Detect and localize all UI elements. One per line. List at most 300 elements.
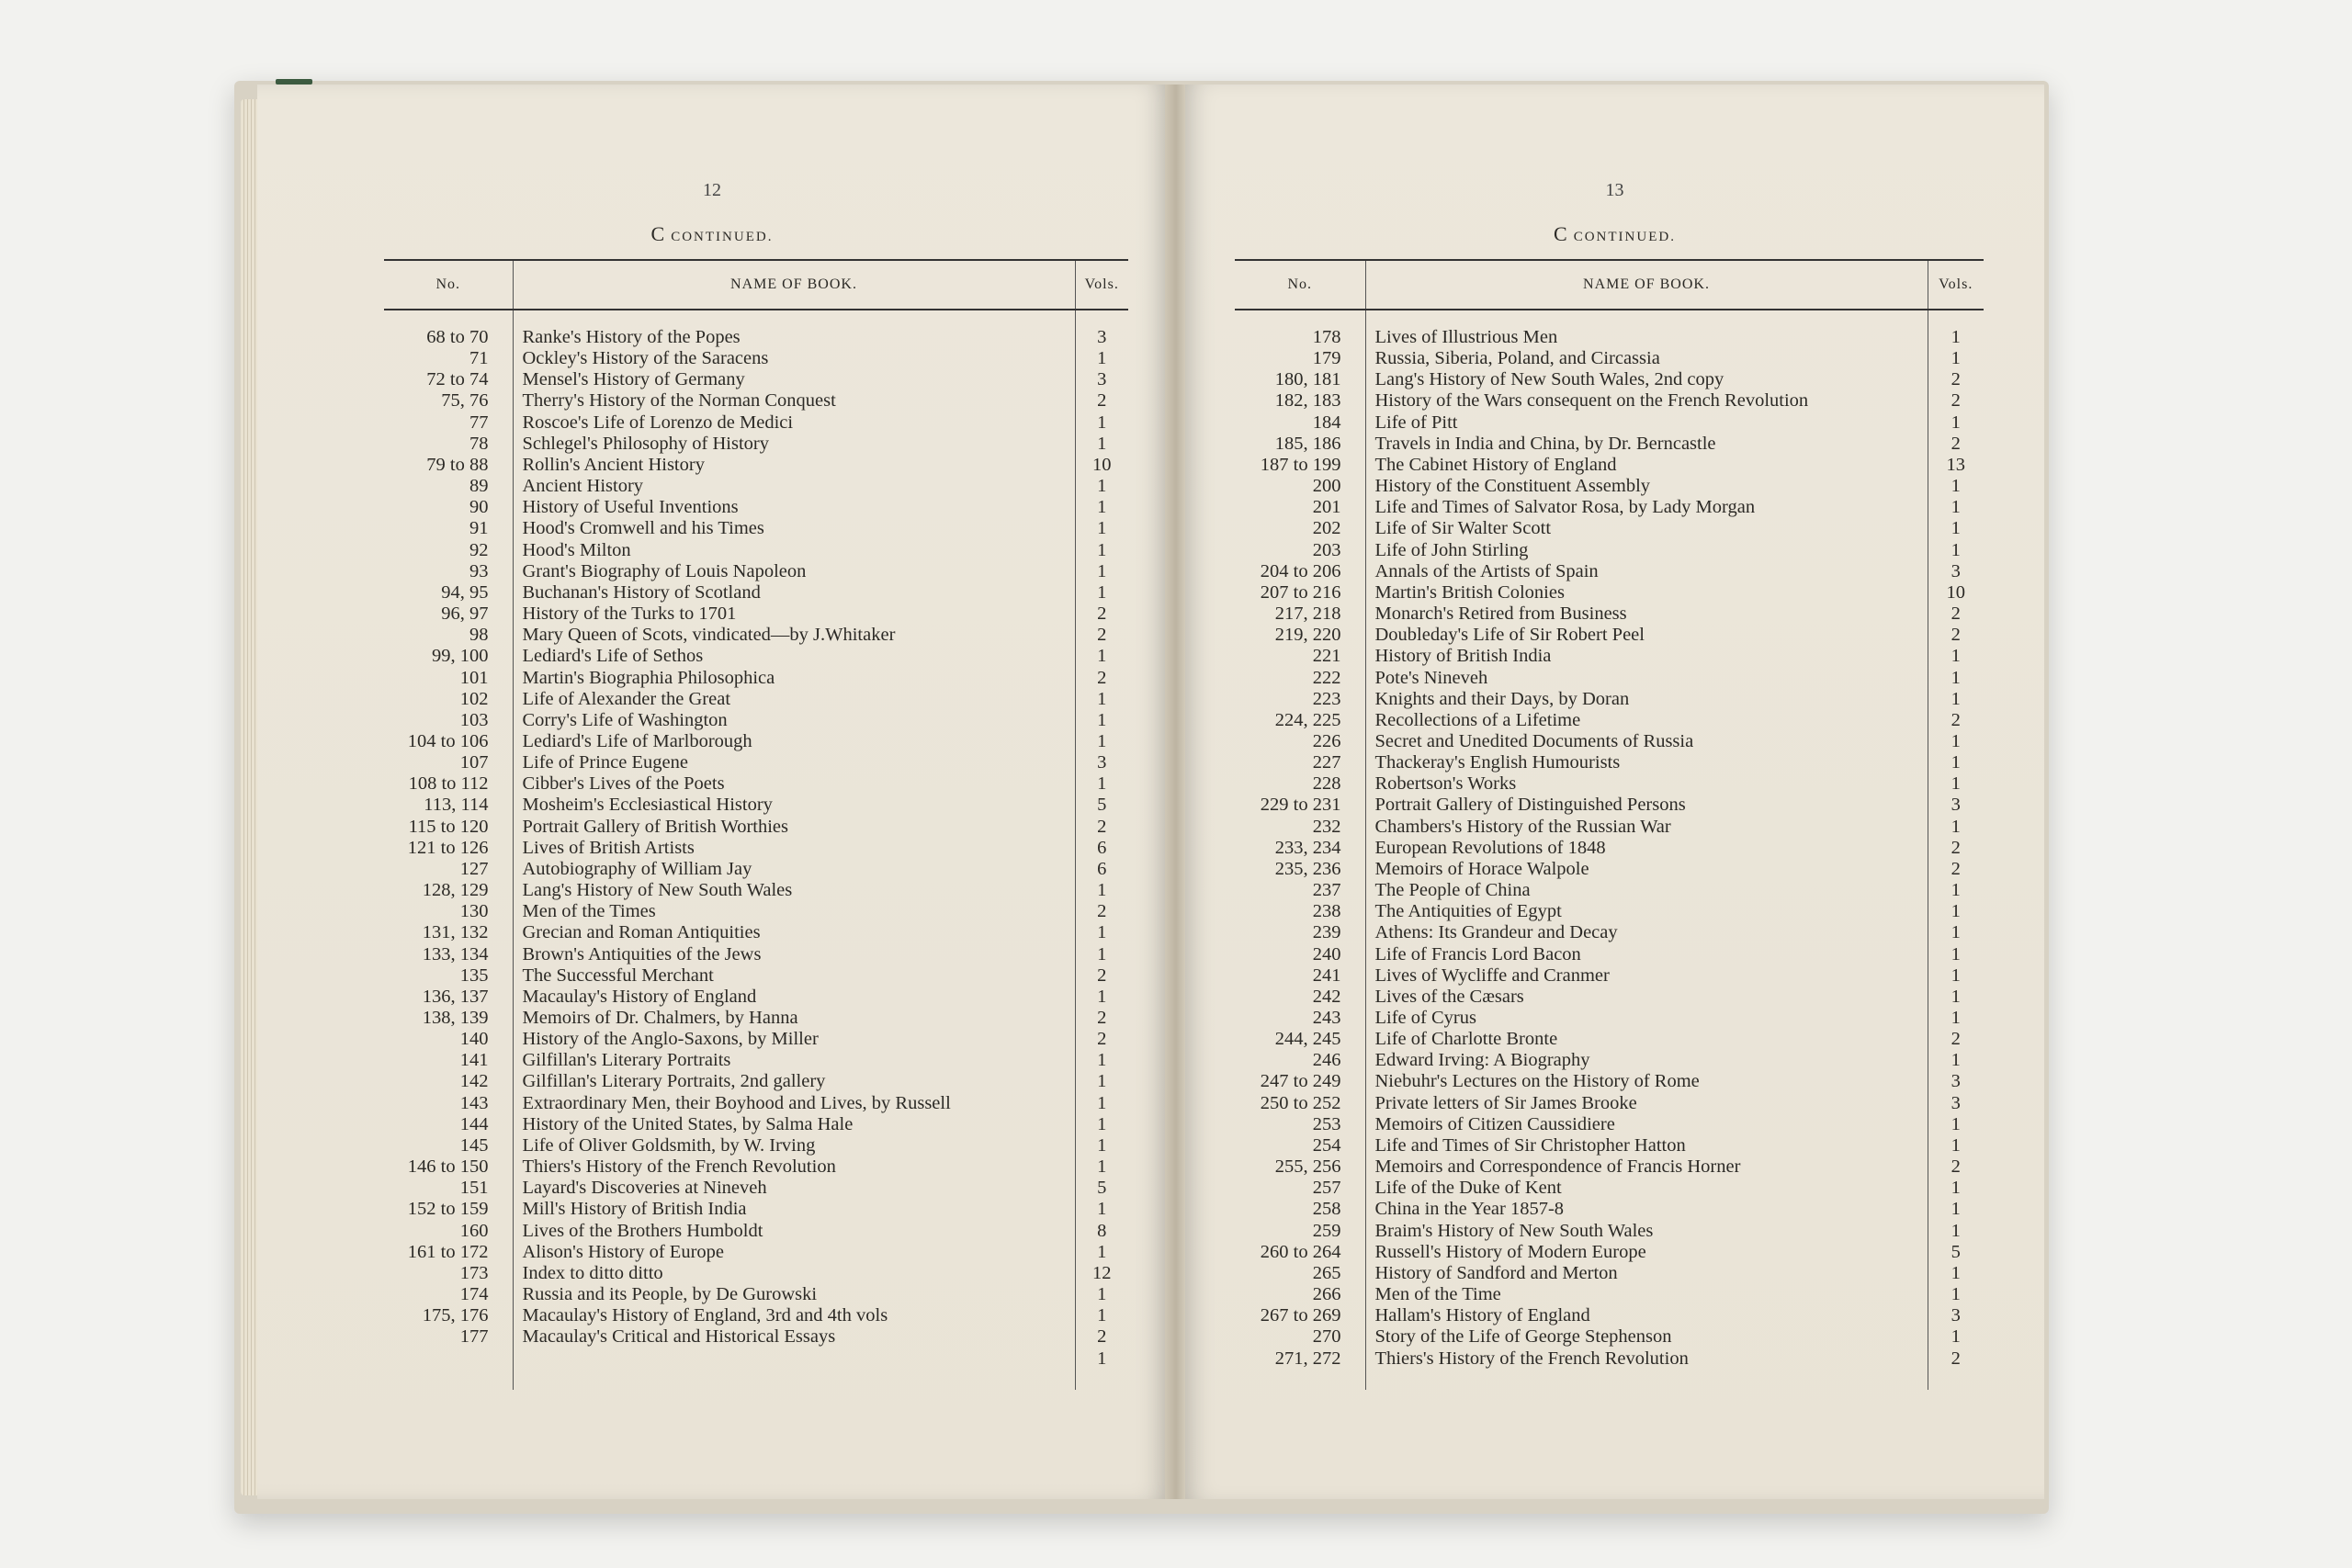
book-number: 267 to 269 bbox=[1260, 1305, 1341, 1326]
book-number: 127 bbox=[459, 858, 489, 879]
table-row bbox=[1235, 348, 1984, 369]
book-vols: 2 bbox=[1928, 710, 1984, 731]
book-title: Memoirs of Citizen Caussidiere bbox=[1365, 1114, 1928, 1135]
book-number: 239 bbox=[1312, 922, 1341, 943]
book-number: 180, 181 bbox=[1274, 369, 1341, 390]
table-row bbox=[1235, 369, 1984, 390]
table-row bbox=[1235, 1071, 1984, 1092]
book-vols: 1 bbox=[1928, 880, 1984, 901]
book-vols: 1 bbox=[1928, 518, 1984, 539]
book-number: 224, 225 bbox=[1274, 709, 1341, 730]
book-vols: 2 bbox=[1928, 1156, 1984, 1178]
book-vols: 1 bbox=[1075, 1135, 1128, 1156]
book-number: 144 bbox=[459, 1113, 489, 1134]
book-vols: 1 bbox=[1075, 1348, 1128, 1370]
table-row bbox=[384, 1114, 1128, 1135]
page-number: 12 bbox=[703, 180, 721, 200]
book-number: 200 bbox=[1312, 476, 1341, 497]
book-title: Lives of British Artists bbox=[513, 838, 1075, 859]
table-row bbox=[384, 540, 1128, 561]
table-row bbox=[1235, 1029, 1984, 1050]
book-vols: 1 bbox=[1928, 1221, 1984, 1242]
table-row bbox=[384, 604, 1128, 625]
book-vols: 1 bbox=[1075, 348, 1128, 369]
book-vols: 1 bbox=[1075, 412, 1128, 434]
table-row bbox=[1235, 710, 1984, 731]
book-number: 71 bbox=[469, 348, 489, 369]
book-title: Thiers's History of the French Revolution bbox=[513, 1156, 1075, 1178]
book-title: Private letters of Sir James Brooke bbox=[1365, 1093, 1928, 1114]
book-number: 237 bbox=[1312, 880, 1341, 901]
book-vols: 1 bbox=[1075, 1199, 1128, 1220]
table-row bbox=[384, 817, 1128, 838]
book-vols: 5 bbox=[1075, 1178, 1128, 1199]
gutter bbox=[1165, 85, 1187, 1499]
book-vols: 8 bbox=[1075, 1221, 1128, 1242]
book-title: Braim's History of New South Wales bbox=[1365, 1221, 1928, 1242]
book-title: Buchanan's History of Scotland bbox=[513, 582, 1075, 604]
book-title: Edward Irving: A Biography bbox=[1365, 1050, 1928, 1071]
book-title: History of the Constituent Assembly bbox=[1365, 476, 1928, 497]
book-vols: 2 bbox=[1075, 604, 1128, 625]
table-row bbox=[1235, 1114, 1984, 1135]
book-title: Portrait Gallery of British Worthies bbox=[513, 817, 1075, 838]
table-row bbox=[1235, 625, 1984, 646]
book-number: 98 bbox=[469, 625, 489, 646]
book-title: Mary Queen of Scots, vindicated—by J.Whitaker bbox=[513, 625, 1075, 646]
table-row bbox=[384, 1199, 1128, 1220]
book-number: 270 bbox=[1312, 1326, 1341, 1348]
book-title: History of British India bbox=[1365, 646, 1928, 667]
table-row bbox=[1235, 1284, 1984, 1305]
book-title: Rollin's Ancient History bbox=[513, 455, 1075, 476]
book-number: 247 to 249 bbox=[1260, 1071, 1341, 1092]
book-title: Macaulay's Critical and Historical Essays bbox=[513, 1326, 1075, 1348]
book-table-left bbox=[384, 259, 1128, 1390]
book-vols: 10 bbox=[1928, 582, 1984, 604]
book-title: History of the Anglo-Saxons, by Miller bbox=[513, 1029, 1075, 1050]
book-vols: 1 bbox=[1075, 987, 1128, 1008]
book-title: Life of Cyrus bbox=[1365, 1008, 1928, 1029]
book-title: History of Sandford and Merton bbox=[1365, 1263, 1928, 1284]
table-row bbox=[1235, 582, 1984, 604]
book-number: 204 to 206 bbox=[1260, 560, 1341, 581]
right-page bbox=[1185, 85, 2044, 1499]
book-title: Martin's Biographia Philosophica bbox=[513, 668, 1075, 689]
book-title: Ockley's History of the Saracens bbox=[513, 348, 1075, 369]
book-number: 266 bbox=[1312, 1284, 1341, 1305]
table-header bbox=[384, 260, 1128, 310]
table-row bbox=[384, 880, 1128, 901]
table-row bbox=[384, 476, 1128, 497]
book-vols: 2 bbox=[1075, 901, 1128, 922]
book-number: 130 bbox=[459, 901, 489, 922]
book-number: 151 bbox=[459, 1178, 489, 1199]
book-title: History of the Wars consequent on the French Revolution bbox=[1365, 390, 1928, 412]
table-row bbox=[1235, 327, 1984, 348]
book-vols: 1 bbox=[1075, 1050, 1128, 1071]
table-row bbox=[1235, 668, 1984, 689]
book-title: Recollections of a Lifetime bbox=[1365, 710, 1928, 731]
book-title: Lives of Illustrious Men bbox=[1365, 327, 1928, 348]
table-row bbox=[384, 348, 1128, 369]
table-row bbox=[1235, 689, 1984, 710]
book-title: Thiers's History of the French Revolution bbox=[1365, 1348, 1928, 1370]
table-spacer bbox=[1235, 310, 1984, 327]
book-title: Therry's History of the Norman Conquest bbox=[513, 390, 1075, 412]
table-body bbox=[384, 310, 1128, 1390]
section-word: CONTINUED. bbox=[1573, 230, 1676, 244]
book-vols: 1 bbox=[1075, 1071, 1128, 1092]
book-number: 243 bbox=[1312, 1008, 1341, 1028]
table-row bbox=[1235, 390, 1984, 412]
book-number: 253 bbox=[1312, 1113, 1341, 1134]
book-vols: 2 bbox=[1928, 859, 1984, 880]
book-number: 104 to 106 bbox=[407, 730, 489, 751]
book-vols: 1 bbox=[1075, 1156, 1128, 1178]
book-number: 175, 176 bbox=[422, 1305, 489, 1326]
book-title: Gilfillan's Literary Portraits, 2nd gallery bbox=[513, 1071, 1075, 1092]
book-vols: 1 bbox=[1928, 1263, 1984, 1284]
book-vols: 1 bbox=[1928, 412, 1984, 434]
book-vols: 1 bbox=[1075, 476, 1128, 497]
book-number: 131, 132 bbox=[422, 922, 489, 943]
book-title: History of Useful Inventions bbox=[513, 497, 1075, 518]
book-number: 258 bbox=[1312, 1199, 1341, 1220]
book-number: 177 bbox=[459, 1326, 489, 1348]
book-vols: 1 bbox=[1928, 987, 1984, 1008]
book-title: The Cabinet History of England bbox=[1365, 455, 1928, 476]
book-vols: 1 bbox=[1075, 646, 1128, 667]
book-number: 187 to 199 bbox=[1260, 454, 1341, 475]
book-vols: 5 bbox=[1928, 1242, 1984, 1263]
book-number: 255, 256 bbox=[1274, 1156, 1341, 1178]
book-number: 107 bbox=[459, 752, 489, 773]
book-title: Corry's Life of Washington bbox=[513, 710, 1075, 731]
table-row bbox=[1235, 1348, 1984, 1370]
book-title: Lang's History of New South Wales bbox=[513, 880, 1075, 901]
section-letter: C bbox=[1554, 222, 1568, 245]
table-row bbox=[1235, 434, 1984, 455]
book-vols: 1 bbox=[1928, 1135, 1984, 1156]
book-title: Martin's British Colonies bbox=[1365, 582, 1928, 604]
book-title: Monarch's Retired from Business bbox=[1365, 604, 1928, 625]
book-title: Mosheim's Ecclesiastical History bbox=[513, 795, 1075, 816]
table-row bbox=[384, 859, 1128, 880]
book-vols: 1 bbox=[1928, 1199, 1984, 1220]
book-title: Doubleday's Life of Sir Robert Peel bbox=[1365, 625, 1928, 646]
book-vols: 1 bbox=[1928, 965, 1984, 987]
book-vols: 1 bbox=[1075, 731, 1128, 752]
book-vols: 1 bbox=[1928, 752, 1984, 773]
table-row bbox=[1235, 1156, 1984, 1178]
book-vols: 1 bbox=[1928, 1326, 1984, 1348]
book-vols: 3 bbox=[1075, 369, 1128, 390]
book-vols: 2 bbox=[1075, 390, 1128, 412]
book-number: 173 bbox=[459, 1262, 489, 1283]
book-vols: 2 bbox=[1075, 1029, 1128, 1050]
header-vols: Vols. bbox=[1928, 260, 1984, 310]
section-heading bbox=[1185, 222, 2044, 246]
page-edges bbox=[241, 99, 259, 1495]
table-row bbox=[384, 1008, 1128, 1029]
book-title: Schlegel's Philosophy of History bbox=[513, 434, 1075, 455]
book-number: 142 bbox=[459, 1071, 489, 1092]
book-vols: 1 bbox=[1075, 880, 1128, 901]
book-number: 133, 134 bbox=[422, 943, 489, 964]
table-row bbox=[384, 710, 1128, 731]
page-number: 13 bbox=[1605, 180, 1624, 200]
table-row bbox=[384, 944, 1128, 965]
book-title: History of the United States, by Salma Hale bbox=[513, 1114, 1075, 1135]
book-number: 238 bbox=[1312, 901, 1341, 922]
header-vols: Vols. bbox=[1075, 260, 1128, 310]
book-vols: 12 bbox=[1075, 1263, 1128, 1284]
book-title: Men of the Times bbox=[513, 901, 1075, 922]
book-title: China in the Year 1857-8 bbox=[1365, 1199, 1928, 1220]
book-vols: 1 bbox=[1075, 497, 1128, 518]
table-spacer bbox=[384, 310, 1128, 327]
book-title: The Successful Merchant bbox=[513, 965, 1075, 987]
book-vols: 1 bbox=[1075, 1093, 1128, 1114]
book-number: 145 bbox=[459, 1134, 489, 1156]
book-number: 103 bbox=[459, 709, 489, 730]
book-number: 203 bbox=[1312, 539, 1341, 560]
table-row bbox=[384, 497, 1128, 518]
book-number: 260 to 264 bbox=[1260, 1241, 1341, 1262]
table-row bbox=[1235, 838, 1984, 859]
book-title: Macaulay's History of England bbox=[513, 987, 1075, 1008]
book-vols: 1 bbox=[1075, 1114, 1128, 1135]
book-number: 221 bbox=[1312, 646, 1341, 667]
book-vols: 1 bbox=[1928, 901, 1984, 922]
book-vols: 2 bbox=[1928, 1029, 1984, 1050]
table-row bbox=[384, 838, 1128, 859]
book-vols: 2 bbox=[1075, 817, 1128, 838]
book-number: 101 bbox=[459, 667, 489, 688]
table-row bbox=[1235, 817, 1984, 838]
book-number: 108 to 112 bbox=[408, 773, 489, 795]
book-title: Index to ditto ditto bbox=[513, 1263, 1075, 1284]
book-vols: 1 bbox=[1928, 348, 1984, 369]
book-number: 179 bbox=[1312, 348, 1341, 369]
book-number: 135 bbox=[459, 964, 489, 986]
book-number: 161 to 172 bbox=[407, 1241, 489, 1262]
table-row bbox=[384, 1284, 1128, 1305]
book-title: Memoirs of Dr. Chalmers, by Hanna bbox=[513, 1008, 1075, 1029]
book-title: Life and Times of Sir Christopher Hatton bbox=[1365, 1135, 1928, 1156]
book-title: Annals of the Artists of Spain bbox=[1365, 561, 1928, 582]
book-number: 241 bbox=[1312, 964, 1341, 986]
book-number: 102 bbox=[459, 688, 489, 709]
book-vols: 2 bbox=[1928, 604, 1984, 625]
book-number: 250 to 252 bbox=[1260, 1092, 1341, 1113]
book-vols: 1 bbox=[1075, 434, 1128, 455]
table-row bbox=[384, 1156, 1128, 1178]
book-vols: 6 bbox=[1075, 859, 1128, 880]
book-number: 152 to 159 bbox=[407, 1199, 489, 1220]
book-number: 68 to 70 bbox=[426, 327, 489, 347]
book-vols: 1 bbox=[1928, 646, 1984, 667]
book-number: 143 bbox=[459, 1092, 489, 1113]
book-number: 90 bbox=[469, 497, 489, 518]
book-vols: 3 bbox=[1075, 327, 1128, 348]
table-row bbox=[384, 390, 1128, 412]
header-name: NAME OF BOOK. bbox=[513, 260, 1075, 310]
header-no: No. bbox=[1235, 260, 1365, 310]
table-header bbox=[1235, 260, 1984, 310]
table-row bbox=[1235, 1008, 1984, 1029]
book-title: Lives of Wycliffe and Cranmer bbox=[1365, 965, 1928, 987]
book-vols: 1 bbox=[1928, 327, 1984, 348]
book-vols: 2 bbox=[1928, 434, 1984, 455]
table-row bbox=[1235, 476, 1984, 497]
table-row bbox=[1235, 1326, 1984, 1348]
book-title: Lives of the Brothers Humboldt bbox=[513, 1221, 1075, 1242]
book-title: Life of John Stirling bbox=[1365, 540, 1928, 561]
book-number: 259 bbox=[1312, 1220, 1341, 1241]
book-title: Secret and Unedited Documents of Russia bbox=[1365, 731, 1928, 752]
book-title: Life of Oliver Goldsmith, by W. Irving bbox=[513, 1135, 1075, 1156]
table-row bbox=[1235, 1050, 1984, 1071]
book-vols: 1 bbox=[1075, 944, 1128, 965]
book-vols: 1 bbox=[1928, 731, 1984, 752]
book-title: Grant's Biography of Louis Napoleon bbox=[513, 561, 1075, 582]
book-number: 265 bbox=[1312, 1262, 1341, 1283]
book-number: 184 bbox=[1312, 412, 1341, 433]
book-title: Russia, Siberia, Poland, and Circassia bbox=[1365, 348, 1928, 369]
book-title: Travels in India and China, by Dr. Berncastle bbox=[1365, 434, 1928, 455]
book-vols: 2 bbox=[1928, 369, 1984, 390]
table-row bbox=[384, 1029, 1128, 1050]
book-vols: 5 bbox=[1075, 795, 1128, 816]
book-number: 228 bbox=[1312, 773, 1341, 795]
book-vols: 1 bbox=[1928, 817, 1984, 838]
book-number: 138, 139 bbox=[422, 1008, 489, 1028]
book-title: Extraordinary Men, their Boyhood and Lives, by Russell bbox=[513, 1093, 1075, 1114]
left-page bbox=[257, 85, 1167, 1499]
book-title: Men of the Time bbox=[1365, 1284, 1928, 1305]
book-title: Ranke's History of the Popes bbox=[513, 327, 1075, 348]
book-title: Ancient History bbox=[513, 476, 1075, 497]
book-vols: 1 bbox=[1075, 689, 1128, 710]
book-vols: 1 bbox=[1075, 710, 1128, 731]
book-vols: 1 bbox=[1075, 1284, 1128, 1305]
book-vols: 3 bbox=[1928, 1305, 1984, 1326]
table-row bbox=[1235, 1305, 1984, 1326]
book-number: 201 bbox=[1312, 497, 1341, 518]
book-title bbox=[513, 1348, 1075, 1370]
book-title: Life of Prince Eugene bbox=[513, 752, 1075, 773]
table-row bbox=[384, 434, 1128, 455]
table-row bbox=[384, 455, 1128, 476]
table-row bbox=[1235, 1135, 1984, 1156]
table-row bbox=[384, 1071, 1128, 1092]
book-title: Lediard's Life of Marlborough bbox=[513, 731, 1075, 752]
book-vols: 1 bbox=[1928, 1114, 1984, 1135]
book-vols: 3 bbox=[1928, 1071, 1984, 1092]
table-row bbox=[384, 369, 1128, 390]
book-number: 140 bbox=[459, 1029, 489, 1050]
table-row bbox=[384, 1178, 1128, 1199]
table-row bbox=[1235, 540, 1984, 561]
book-vols: 2 bbox=[1075, 625, 1128, 646]
book-number: 146 to 150 bbox=[407, 1156, 489, 1178]
table-row bbox=[1235, 1221, 1984, 1242]
book-title: Hood's Cromwell and his Times bbox=[513, 518, 1075, 539]
book-number: 271, 272 bbox=[1274, 1348, 1341, 1369]
table-row bbox=[384, 582, 1128, 604]
book-title: Mensel's History of Germany bbox=[513, 369, 1075, 390]
table-row bbox=[384, 1263, 1128, 1284]
book-number: 257 bbox=[1312, 1178, 1341, 1199]
book-title: Mill's History of British India bbox=[513, 1199, 1075, 1220]
table-end bbox=[1235, 1370, 1984, 1390]
book-title: Hallam's History of England bbox=[1365, 1305, 1928, 1326]
table-row bbox=[1235, 604, 1984, 625]
book-title: Life of Francis Lord Bacon bbox=[1365, 944, 1928, 965]
table-row bbox=[1235, 1263, 1984, 1284]
book-title: The Antiquities of Egypt bbox=[1365, 901, 1928, 922]
book-vols: 2 bbox=[1928, 838, 1984, 859]
book-vols: 1 bbox=[1928, 668, 1984, 689]
book-number: 182, 183 bbox=[1274, 390, 1341, 412]
book-number: 226 bbox=[1312, 730, 1341, 751]
header-name: NAME OF BOOK. bbox=[1365, 260, 1928, 310]
book-title: Portrait Gallery of Distinguished Persons bbox=[1365, 795, 1928, 816]
book-number bbox=[384, 1348, 513, 1370]
book-number: 160 bbox=[459, 1220, 489, 1241]
book-vols: 1 bbox=[1928, 1050, 1984, 1071]
table-body bbox=[1235, 310, 1984, 1390]
table-row bbox=[1235, 880, 1984, 901]
book-vols: 1 bbox=[1075, 540, 1128, 561]
book-number: 227 bbox=[1312, 752, 1341, 773]
book-title: Pote's Nineveh bbox=[1365, 668, 1928, 689]
book-vols: 1 bbox=[1075, 922, 1128, 943]
book-title: Lediard's Life of Sethos bbox=[513, 646, 1075, 667]
table-row bbox=[1235, 1242, 1984, 1263]
book-number: 202 bbox=[1312, 518, 1341, 539]
book-vols: 1 bbox=[1928, 540, 1984, 561]
section-word: CONTINUED. bbox=[671, 230, 774, 244]
table-row bbox=[1235, 901, 1984, 922]
book-title: Life of the Duke of Kent bbox=[1365, 1178, 1928, 1199]
table-row bbox=[1235, 455, 1984, 476]
book-number: 89 bbox=[469, 476, 489, 497]
table-row bbox=[384, 561, 1128, 582]
book-title: Athens: Its Grandeur and Decay bbox=[1365, 922, 1928, 943]
book-number: 94, 95 bbox=[441, 581, 489, 603]
book-title: Macaulay's History of England, 3rd and 4th vols bbox=[513, 1305, 1075, 1326]
book-title: Roscoe's Life of Lorenzo de Medici bbox=[513, 412, 1075, 434]
book-vols: 3 bbox=[1928, 1093, 1984, 1114]
book-title: Life of Pitt bbox=[1365, 412, 1928, 434]
book-vols: 1 bbox=[1928, 497, 1984, 518]
book-vols: 10 bbox=[1075, 455, 1128, 476]
book-number: 75, 76 bbox=[441, 390, 489, 412]
book-number: 92 bbox=[469, 539, 489, 560]
book-number: 233, 234 bbox=[1274, 837, 1341, 858]
table-end bbox=[384, 1370, 1128, 1390]
table-row bbox=[384, 922, 1128, 943]
book-title: Cibber's Lives of the Poets bbox=[513, 773, 1075, 795]
book-vols: 2 bbox=[1075, 668, 1128, 689]
table-row bbox=[1235, 646, 1984, 667]
book-number: 72 to 74 bbox=[426, 369, 489, 390]
book-number: 217, 218 bbox=[1274, 604, 1341, 625]
book-number: 185, 186 bbox=[1274, 433, 1341, 454]
